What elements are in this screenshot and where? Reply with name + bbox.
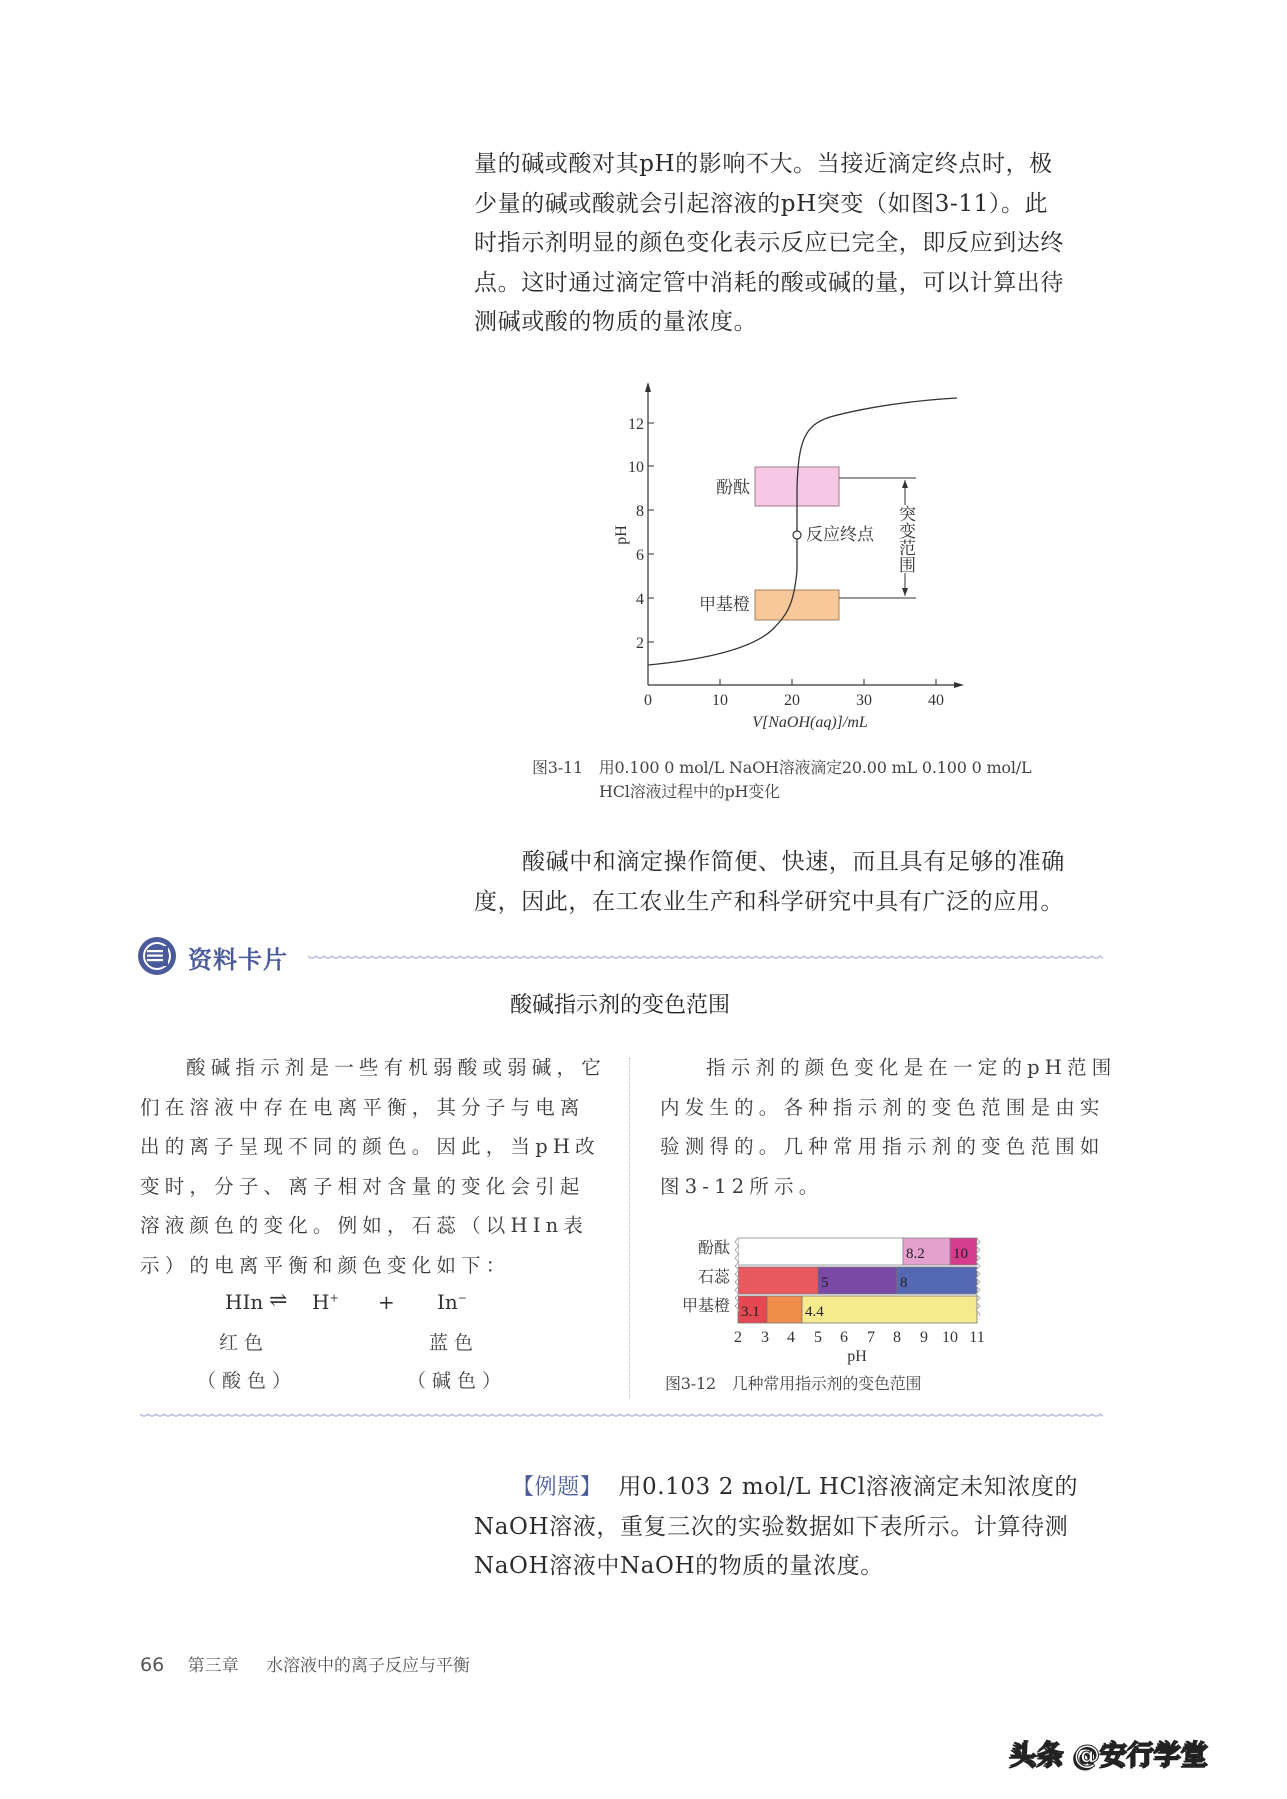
caption-line: HCl溶液过程中的pH变化 bbox=[599, 782, 780, 801]
text-line: 示）的电离平衡和颜色变化如下： bbox=[140, 1253, 511, 1277]
text-line: 量的碱或酸对其pH的影响不大。当接近滴定终点时，极 bbox=[474, 151, 1053, 177]
intro-paragraph bbox=[474, 145, 1104, 343]
phenolphthalein-label: 酚酞 bbox=[716, 478, 750, 497]
indicator-range-chart bbox=[660, 1225, 990, 1365]
reactant-note: （酸色） bbox=[197, 1370, 298, 1392]
ionization-equation bbox=[197, 1288, 525, 1410]
equation-in-symbol: In bbox=[437, 1290, 458, 1314]
product-color: 蓝色 bbox=[429, 1332, 480, 1354]
second-paragraph bbox=[474, 843, 1104, 922]
text-line: 验测得的。几种常用指示剂的变色范围如 bbox=[660, 1135, 1105, 1158]
text-line: 点。这时通过滴定管中消耗的酸或碱的量，可以计算出待 bbox=[474, 269, 1064, 296]
text-line: 时指示剂明显的颜色变化表示反应已完全，即反应到达终 bbox=[474, 230, 1064, 256]
text-line: 测碱或酸的物质的量浓度。 bbox=[474, 309, 758, 335]
row-label-phenolphthalein: 酚酞 bbox=[697, 1240, 730, 1257]
column-divider bbox=[629, 1058, 630, 1398]
svg-text:2: 2 bbox=[636, 635, 644, 652]
text-line: 度，因此，在工农业生产和科学研究中具有广泛的应用。 bbox=[474, 888, 1064, 915]
equation-product-h bbox=[312, 1290, 339, 1314]
svg-text:10: 10 bbox=[953, 1246, 968, 1262]
example-line: 用0.103 2 mol/L HCl溶液滴定未知浓度的 bbox=[618, 1474, 1079, 1500]
svg-text:10: 10 bbox=[712, 692, 728, 709]
jump-range-label: 突变范围 bbox=[895, 505, 915, 573]
svg-text:10: 10 bbox=[942, 1329, 958, 1346]
svg-text:12: 12 bbox=[628, 416, 644, 433]
svg-text:4.4: 4.4 bbox=[805, 1304, 824, 1320]
svg-text:4: 4 bbox=[787, 1329, 795, 1346]
text-line: 溶液颜色的变化。例如，石蕊（以HIn表 bbox=[140, 1214, 589, 1237]
svg-text:8: 8 bbox=[636, 503, 644, 520]
svg-text:7: 7 bbox=[867, 1329, 875, 1346]
text-line: 酸碱中和滴定操作简便、快速，而且具有足够的准确 bbox=[522, 849, 1065, 875]
endpoint-label: 反应终点 bbox=[806, 525, 874, 544]
text-line: 内发生的。各种指示剂的变色范围是由实 bbox=[660, 1095, 1105, 1119]
titration-chart bbox=[600, 370, 980, 730]
y-axis-label: pH bbox=[613, 525, 630, 545]
example-tag: 【例题】 bbox=[512, 1475, 603, 1500]
svg-text:3.1: 3.1 bbox=[741, 1304, 760, 1320]
text-line: 图3-12所示。 bbox=[660, 1174, 824, 1198]
info-card-badge: 资料卡片 bbox=[188, 946, 288, 974]
methyl-orange-range-box bbox=[755, 590, 839, 620]
svg-text:9: 9 bbox=[920, 1329, 928, 1346]
equilibrium-arrow-icon: ⇌ bbox=[269, 1288, 288, 1313]
endpoint-marker-icon bbox=[793, 531, 801, 539]
svg-text:4: 4 bbox=[636, 591, 644, 608]
svg-text:6: 6 bbox=[636, 547, 644, 564]
x-axis-label: V[NaOH(aq)]/mL bbox=[752, 714, 868, 730]
card-right-column bbox=[660, 1048, 1117, 1206]
row-label-methyl-orange: 甲基橙 bbox=[681, 1298, 730, 1315]
svg-text:5: 5 bbox=[814, 1329, 822, 1346]
example-block bbox=[474, 1468, 1114, 1587]
svg-text:10: 10 bbox=[628, 459, 644, 476]
equation-in-charge: − bbox=[457, 1291, 467, 1305]
svg-text:11: 11 bbox=[969, 1329, 985, 1346]
text-line: 出的离子呈现不同的颜色。因此，当pH改 bbox=[140, 1135, 600, 1158]
equation-product-in bbox=[437, 1290, 467, 1314]
text-line: 变时，分子、离子相对含量的变化会引起 bbox=[140, 1174, 585, 1198]
svg-text:0: 0 bbox=[644, 692, 652, 709]
svg-text:6: 6 bbox=[840, 1329, 848, 1346]
row-label-litmus: 石蕊 bbox=[697, 1269, 730, 1286]
chapter-label: 第三章 bbox=[187, 1656, 239, 1676]
product-note: （碱色） bbox=[407, 1370, 508, 1392]
text-line: 少量的碱或酸就会引起溶液的pH突变（如图3-11）。此 bbox=[474, 190, 1049, 217]
text-line: 酸碱指示剂是一些有机弱酸或弱碱，它 bbox=[186, 1056, 606, 1079]
equation-h-charge: + bbox=[329, 1291, 339, 1305]
info-card-title: 酸碱指示剂的变色范围 bbox=[509, 993, 730, 1018]
text-line: NaOH溶液，重复三次的实验数据如下表所示。计算待测 bbox=[474, 1513, 1069, 1540]
document-icon bbox=[138, 937, 176, 975]
equation-reactant: HIn bbox=[225, 1290, 264, 1314]
card-bottom-wave bbox=[140, 1412, 1103, 1420]
svg-text:2: 2 bbox=[734, 1329, 742, 1346]
page-footer bbox=[140, 1651, 470, 1676]
indicator-range-svg bbox=[660, 1225, 990, 1365]
equation-plus: + bbox=[378, 1290, 395, 1314]
watermark: 头条 @安行学堂 bbox=[1010, 1740, 1209, 1771]
caption-line: 图3-11 用0.100 0 mol/L NaOH溶液滴定20.00 mL 0.100 0 mol/L bbox=[532, 758, 1032, 777]
page-number: 66 bbox=[140, 1654, 165, 1676]
methyl-orange-label: 甲基橙 bbox=[699, 595, 750, 614]
text-line: 们在溶液中存在电离平衡，其分子与电离 bbox=[140, 1095, 585, 1119]
svg-text:5: 5 bbox=[821, 1275, 829, 1291]
text-line bbox=[474, 1468, 1114, 1508]
y-axis-arrow-icon bbox=[645, 382, 651, 392]
reactant-color: 红色 bbox=[219, 1332, 270, 1354]
svg-text:40: 40 bbox=[928, 692, 944, 709]
equation-h-symbol: H bbox=[312, 1290, 330, 1314]
wave-divider bbox=[308, 954, 1103, 962]
titration-chart-svg bbox=[600, 370, 980, 730]
figure-3-12-caption: 图3-12 几种常用指示剂的变色范围 bbox=[665, 1374, 922, 1393]
x-axis-arrow-icon bbox=[954, 682, 964, 688]
svg-text:20: 20 bbox=[784, 692, 800, 709]
svg-text:3: 3 bbox=[761, 1329, 769, 1346]
svg-text:8.2: 8.2 bbox=[906, 1246, 925, 1262]
chapter-title: 水溶液中的离子反应与平衡 bbox=[266, 1656, 470, 1676]
info-card-header bbox=[138, 932, 1103, 982]
card-left-column bbox=[140, 1048, 606, 1285]
svg-text:30: 30 bbox=[856, 692, 872, 709]
svg-text:8: 8 bbox=[893, 1329, 901, 1346]
figure-3-11-caption bbox=[532, 756, 1031, 804]
text-line: 指示剂的颜色变化是在一定的pH范围 bbox=[706, 1056, 1117, 1079]
text-line: NaOH溶液中NaOH的物质的量浓度。 bbox=[474, 1553, 884, 1579]
x-axis-label-ph: pH bbox=[847, 1348, 867, 1365]
svg-text:8: 8 bbox=[900, 1275, 908, 1291]
